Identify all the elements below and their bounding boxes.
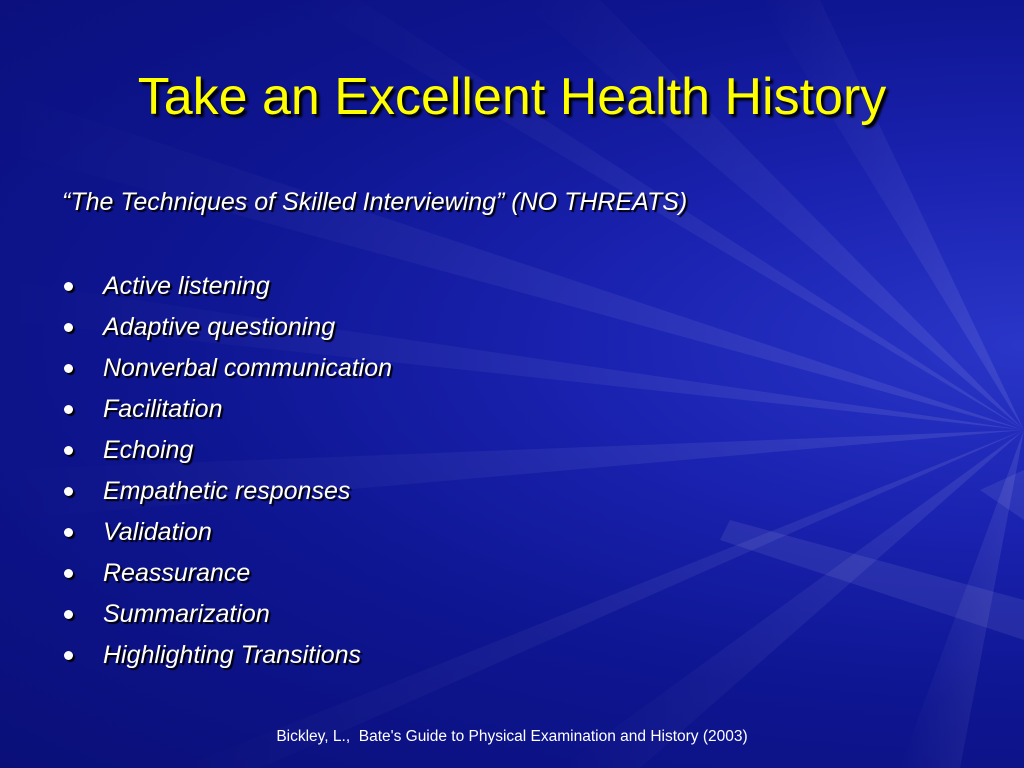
list-item	[62, 635, 392, 676]
bullet-icon	[64, 569, 73, 578]
list-item	[62, 553, 392, 594]
slide-footer-citation: Bickley, L., Bate's Guide to Physical Examination and History (2003)	[276, 728, 748, 745]
bullet-icon	[64, 610, 73, 619]
bullet-icon	[64, 528, 73, 537]
bullet-text: Summarization	[103, 600, 270, 628]
bullet-icon	[64, 364, 73, 373]
list-item	[62, 307, 392, 348]
bullet-text: Reassurance	[103, 559, 251, 587]
list-item	[62, 594, 392, 635]
bullet-text: Nonverbal communication	[103, 354, 393, 382]
bullet-text: Adaptive questioning	[103, 313, 336, 341]
bullet-icon	[64, 405, 73, 414]
bullet-icon	[64, 651, 73, 660]
bullet-text: Empathetic responses	[103, 477, 351, 505]
list-item	[62, 430, 392, 471]
bullet-icon	[64, 446, 73, 455]
bullet-text: Facilitation	[103, 395, 223, 423]
list-item	[62, 512, 392, 553]
bullet-icon	[64, 487, 73, 496]
list-item	[62, 266, 392, 307]
slide-subtitle: “The Techniques of Skilled Interviewing” (NO THREATS)	[62, 188, 688, 216]
bullet-list	[62, 266, 392, 676]
list-item	[62, 471, 392, 512]
bullet-icon	[64, 323, 73, 332]
bullet-text: Highlighting Transitions	[103, 641, 361, 669]
bullet-text: Echoing	[103, 436, 194, 464]
bullet-text: Active listening	[103, 272, 270, 300]
slide-title: Take an Excellent Health History	[137, 68, 887, 126]
bullet-text: Validation	[103, 518, 212, 546]
list-item	[62, 348, 392, 389]
list-item	[62, 389, 392, 430]
bullet-icon	[64, 282, 73, 291]
